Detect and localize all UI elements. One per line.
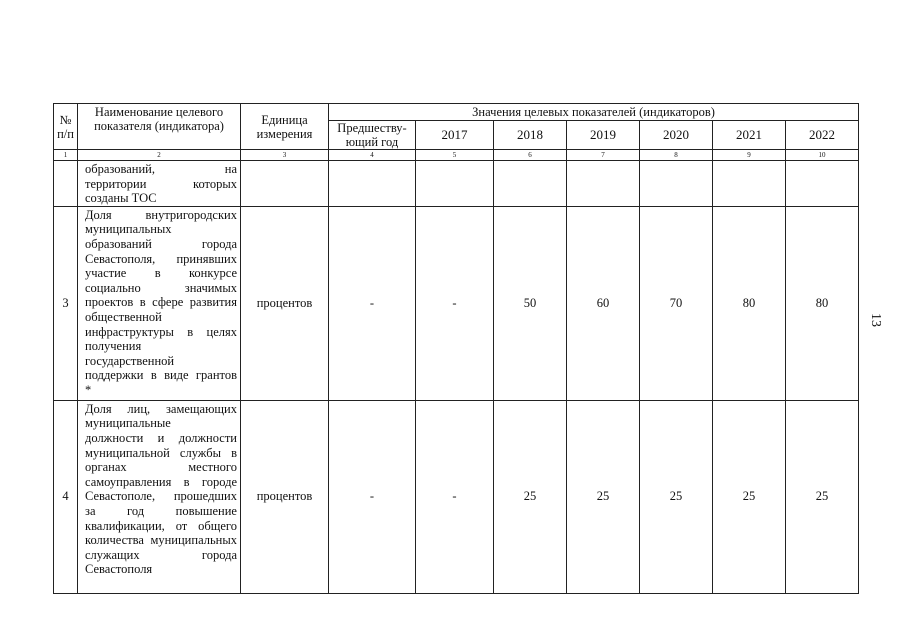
header-year-2021: 2021 [713,121,786,150]
table-row [54,206,859,400]
indicator-name-line: государственной [85,353,175,368]
column-number: 1 [54,150,78,161]
indicator-name-line: Севастополя [85,562,153,577]
header-row-1 [54,104,859,121]
indicator-name-line: Доля лиц, замещающих [85,401,237,416]
column-number: 10 [786,150,859,161]
indicators-table [53,103,859,594]
column-number: 9 [713,150,786,161]
value-cell: 25 [786,400,859,593]
indicator-name-line: муниципальной службы в [85,445,237,460]
header-values-group: Значения целевых показателей (индикаторов) [329,104,859,121]
header-year-2020: 2020 [640,121,713,150]
header-name: Наименование целевого показателя (индикатора) [78,104,241,150]
unit-cell: процентов [241,400,329,593]
indicator-name-line: муниципальные [85,416,171,431]
indicator-name-line: образований города [85,236,237,251]
indicator-name-line: созданы ТОС [85,191,157,206]
row-number: 4 [54,400,78,593]
indicator-name-line: социально значимых [85,280,237,295]
indicator-name-line: Севастополе, прошедших [85,489,237,504]
value-cell: - [329,206,416,400]
column-number: 4 [329,150,416,161]
header-year-2022: 2022 [786,121,859,150]
column-number: 8 [640,150,713,161]
column-number: 5 [416,150,494,161]
indicator-name-line: Севастополя, принявших [85,251,237,266]
table-row [54,161,859,207]
value-cell [640,161,713,207]
value-cell [416,161,494,207]
page-number: 13 [868,313,883,327]
header-unit: Единица измерения [241,104,329,150]
indicator-name-line: образований, на [85,162,237,176]
indicator-name [78,161,241,207]
value-cell: 25 [640,400,713,593]
column-number: 3 [241,150,329,161]
indicator-name-line: участие в конкурсе [85,266,237,281]
indicator-name-line: проектов в сфере развития [85,295,237,310]
value-cell: 80 [786,206,859,400]
value-cell: 25 [713,400,786,593]
value-cell [713,161,786,207]
value-cell [567,161,640,207]
unit-cell [241,161,329,207]
column-number: 7 [567,150,640,161]
indicator-name-line: самоуправления в городе [85,474,237,489]
value-cell [329,161,416,207]
indicator-name-line: органах местного [85,460,237,475]
column-number-row [54,150,859,161]
value-cell: - [416,400,494,593]
value-cell: - [416,206,494,400]
indicator-name-line: Доля внутригородских [85,207,237,222]
indicator-name-line: должности и должности [85,430,237,445]
header-prev-year: Предшеству-ющий год [329,121,416,150]
table-row [54,400,859,593]
header-year-2017: 2017 [416,121,494,150]
indicator-name-line: * [85,382,92,397]
indicator-name-line: количества муниципальных [85,533,237,548]
value-cell [494,161,567,207]
value-cell: - [329,400,416,593]
header-no: № п/п [54,104,78,150]
indicator-name-line: общественной [85,309,162,324]
value-cell: 80 [713,206,786,400]
value-cell: 60 [567,206,640,400]
value-cell: 25 [494,400,567,593]
header-year-2018: 2018 [494,121,567,150]
indicator-name-line: муниципальных [85,222,172,237]
indicator-name-line: поддержки в виде грантов [85,368,237,383]
value-cell: 25 [567,400,640,593]
indicator-name-line: получения [85,339,142,354]
row-number [54,161,78,207]
unit-cell: процентов [241,206,329,400]
column-number: 6 [494,150,567,161]
row-number: 3 [54,206,78,400]
indicator-name-line: квалификации, от общего [85,518,237,533]
indicator-name [78,400,241,593]
indicator-name-line: служащих города [85,547,237,562]
value-cell: 70 [640,206,713,400]
indicator-name-line: инфраструктуры в целях [85,324,237,339]
indicator-name-line: территории которых [85,176,237,191]
value-cell: 50 [494,206,567,400]
indicator-name [78,206,241,400]
value-cell [786,161,859,207]
column-number: 2 [78,150,241,161]
header-year-2019: 2019 [567,121,640,150]
indicator-name-line: за год повышение [85,503,237,518]
